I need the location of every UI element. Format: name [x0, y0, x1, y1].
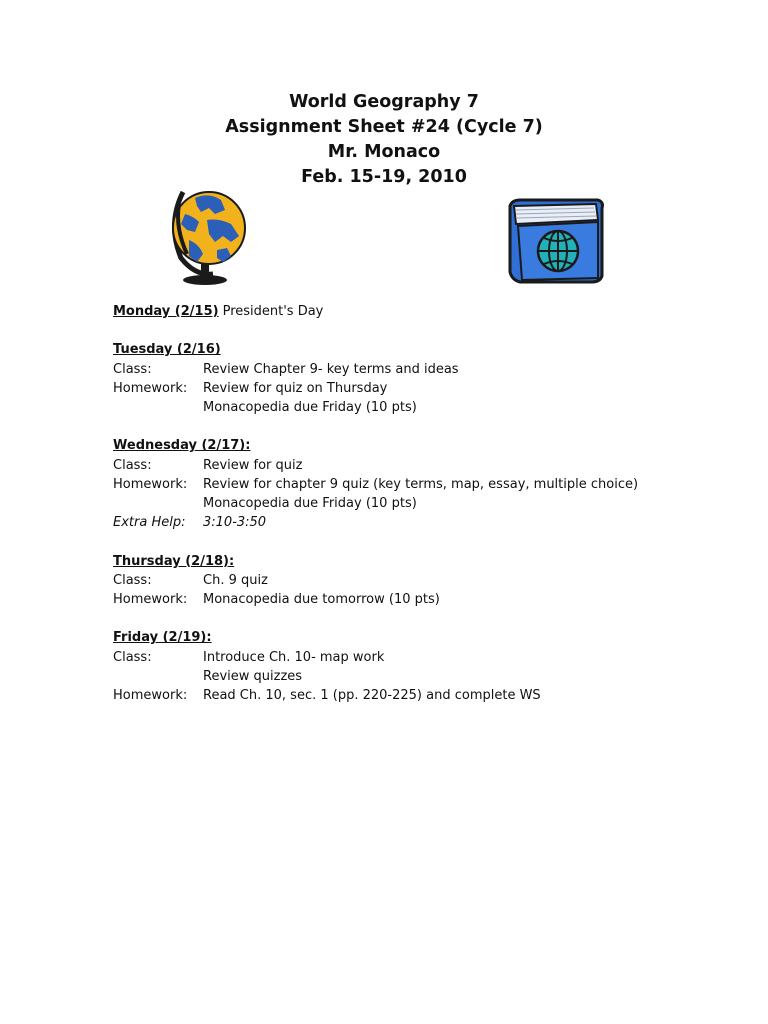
row-label: Class:	[113, 649, 152, 665]
row-value: Monacopedia due Friday (10 pts)	[203, 400, 417, 415]
row-label: Class:	[113, 457, 152, 473]
row-value: Ch. 9 quiz	[203, 572, 268, 588]
schedule-row	[113, 571, 733, 590]
day-note: President's Day	[222, 304, 324, 319]
day-monday	[113, 302, 733, 321]
row-value: Introduce Ch. 10- map work	[203, 649, 385, 665]
schedule-row	[113, 686, 733, 705]
row-label: Homework:	[113, 476, 188, 492]
row-label: Class:	[113, 572, 152, 588]
book-globe-icon	[502, 196, 610, 286]
schedule-row	[113, 379, 733, 398]
row-label: Homework:	[113, 380, 188, 396]
row-label	[113, 494, 203, 513]
day-wednesday	[113, 436, 733, 532]
row-label: Homework:	[113, 688, 188, 703]
schedule-row	[113, 494, 733, 513]
schedule-row	[113, 475, 733, 494]
day-title: Friday (2/19):	[113, 630, 212, 646]
row-value: Monacopedia due Friday (10 pts)	[203, 496, 417, 511]
extra-help-row	[113, 513, 733, 532]
schedule-row	[113, 398, 733, 417]
row-label	[113, 398, 203, 417]
row-value: Review quizzes	[203, 668, 303, 684]
row-value: Review for chapter 9 quiz (key terms, map, essay, multiple choice)	[203, 476, 639, 492]
day-thursday	[113, 552, 733, 610]
schedule-row	[113, 456, 733, 475]
teacher-name: Mr. Monaco	[327, 142, 441, 162]
row-label	[113, 667, 203, 686]
weekly-schedule	[113, 302, 733, 724]
day-tuesday	[113, 340, 733, 417]
day-title: Thursday (2/18):	[113, 553, 235, 569]
day-title: Wednesday (2/17):	[113, 438, 251, 454]
document-header	[0, 90, 768, 190]
row-label: Homework:	[113, 592, 188, 607]
row-value: Read Ch. 10, sec. 1 (pp. 220-225) and complete WS	[203, 688, 541, 703]
schedule-row	[113, 667, 733, 686]
day-friday	[113, 628, 733, 705]
date-range: Feb. 15-19, 2010	[301, 167, 467, 187]
row-label: Extra Help:	[113, 515, 186, 531]
row-value: Review for quiz	[203, 457, 303, 473]
row-label: Class:	[113, 361, 152, 377]
globe-icon	[165, 184, 247, 286]
schedule-row	[113, 360, 733, 379]
day-title: Tuesday (2/16)	[113, 342, 221, 358]
row-value: 3:10-3:50	[203, 515, 267, 531]
day-title: Monday (2/15)	[113, 304, 219, 319]
course-title: World Geography 7	[289, 92, 479, 112]
assignment-sheet-title: Assignment Sheet #24 (Cycle 7)	[225, 117, 543, 137]
schedule-row	[113, 590, 733, 609]
row-value: Monacopedia due tomorrow (10 pts)	[203, 592, 440, 607]
row-value: Review for quiz on Thursday	[203, 380, 388, 396]
row-value: Review Chapter 9- key terms and ideas	[203, 361, 459, 377]
schedule-row	[113, 648, 733, 667]
